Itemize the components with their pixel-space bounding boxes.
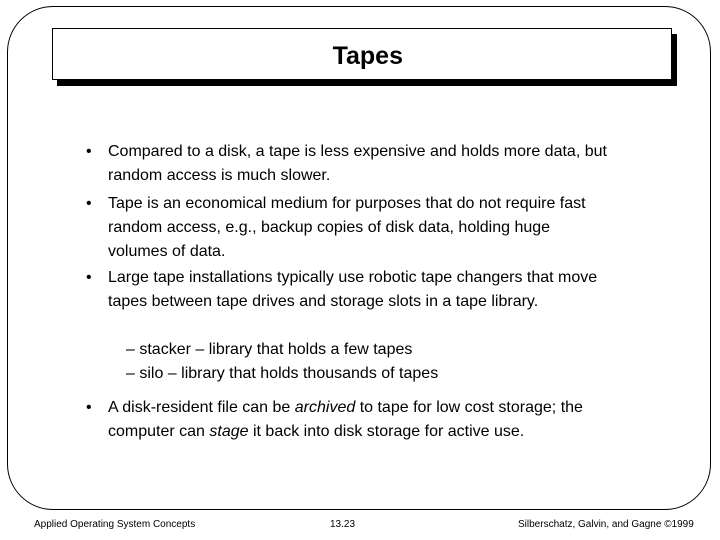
title-box: [52, 28, 672, 80]
sub-item-silo: – silo – library that holds thousands of tapes: [126, 365, 439, 382]
bullet-text-3: Large tape installations typically use robotic tape changers that move tapes between tape drives and storage slots in a tape library.: [108, 269, 598, 310]
text-part: A disk-resident file can be: [108, 399, 295, 416]
bullet-text-1: Compared to a disk, a tape is less expensive and holds more data, but random access is much slower.: [108, 143, 607, 184]
footer-book-title: Applied Operating System Concepts: [34, 519, 196, 530]
bullet-dot: •: [86, 399, 92, 416]
bullet-dot: •: [86, 143, 92, 160]
text-part: to tape for low cost storage; the computer can: [108, 399, 583, 440]
footer-slide-number: 13.23: [330, 519, 356, 530]
emphasis-stage: stage: [209, 423, 249, 440]
slide-title: Tapes: [332, 42, 403, 70]
footer-copyright: Silberschatz, Galvin, and Gagne ©1999: [518, 519, 694, 530]
sub-item-stacker: – stacker – library that holds a few tapes: [126, 341, 413, 358]
bullet-text-4: [108, 396, 608, 444]
emphasis-archived: archived: [294, 399, 356, 416]
bullet-text-2: Tape is an economical medium for purposes that do not require fast random access, e.g., backup copies of disk data, holding huge volumes of data.: [108, 195, 586, 260]
text-part: it back into disk storage for active use.: [248, 423, 525, 440]
bullet-dot: •: [86, 269, 92, 286]
bullet-dot: •: [86, 195, 92, 212]
